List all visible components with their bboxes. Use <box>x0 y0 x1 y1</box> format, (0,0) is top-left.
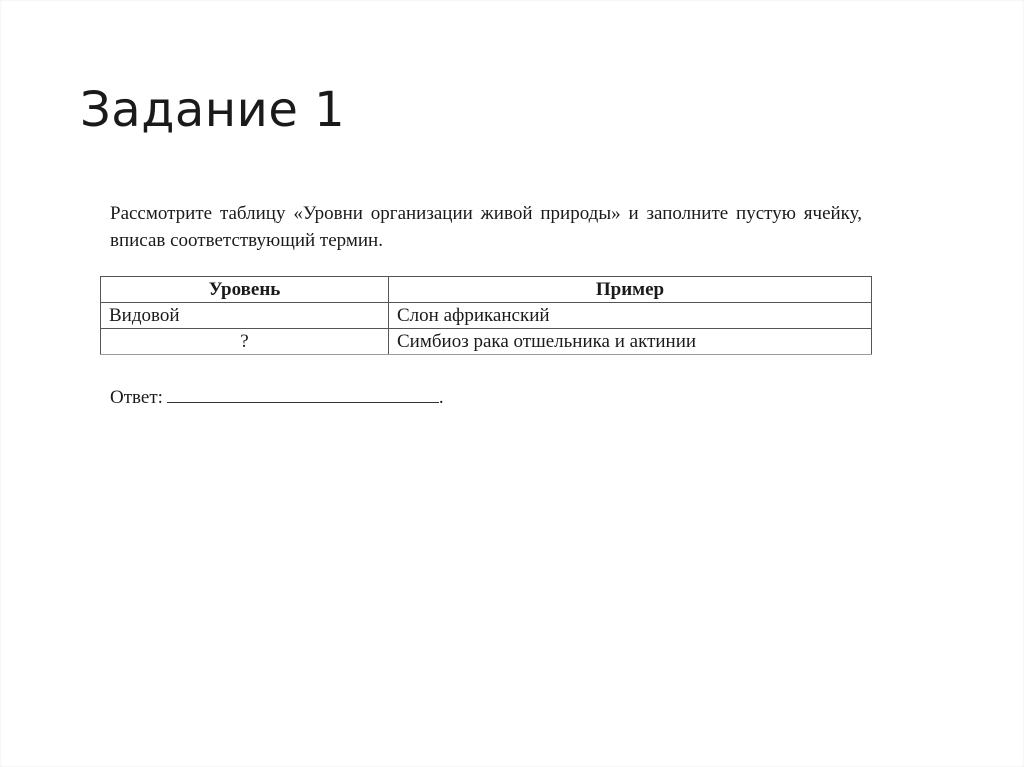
header-example: Пример <box>389 277 872 303</box>
answer-blank <box>167 384 439 403</box>
table-header-row <box>101 277 872 303</box>
cell-example: Слон африканский <box>389 303 872 329</box>
task-image <box>100 196 872 416</box>
table-row <box>101 303 872 329</box>
levels-table <box>100 276 872 355</box>
header-level: Уровень <box>101 277 389 303</box>
answer-line <box>110 384 444 410</box>
table-row <box>101 329 872 355</box>
answer-label: Ответ: <box>110 387 163 408</box>
task-instruction: Рассмотрите таблицу «Уровни организации живой природы» и заполните пустую ячейку, вписав соответствующий термин. <box>110 203 862 251</box>
answer-period: . <box>438 387 444 408</box>
cell-example: Симбиоз рака отшельника и актинии <box>389 329 872 355</box>
slide-title: Задание 1 <box>80 82 346 138</box>
cell-level: Видовой <box>101 303 389 329</box>
cell-level-unknown: ? <box>101 329 389 355</box>
